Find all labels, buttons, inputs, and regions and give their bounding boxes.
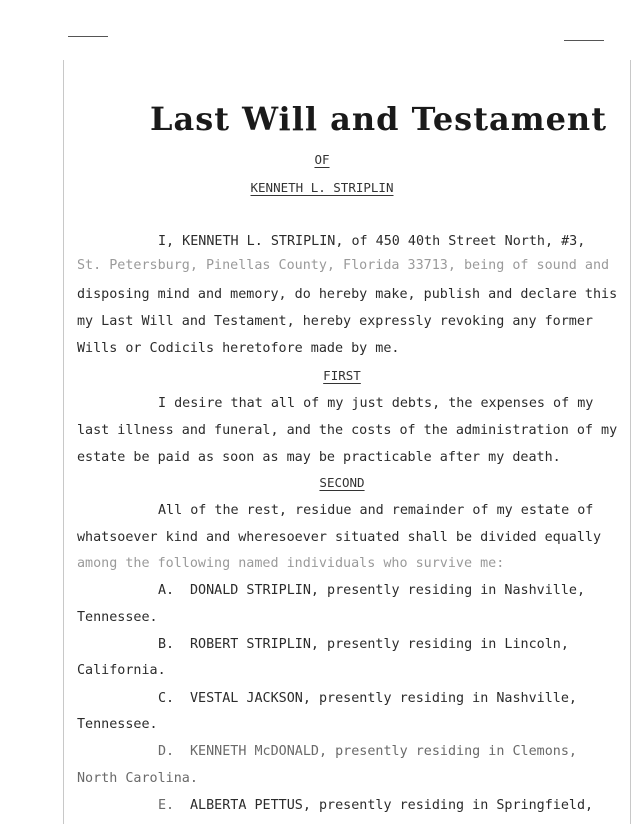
- of-label: OF: [314, 152, 330, 167]
- intro-line-2: St. Petersburg, Pinellas County, Florida 33713, being of sound and: [77, 258, 610, 273]
- testator-name: KENNETH L. STRIPLIN: [250, 180, 394, 195]
- top-left-rule: [68, 36, 108, 37]
- beneficiary-c-text: VESTAL JACKSON, presently residing in Nashville,: [190, 691, 577, 706]
- first-line-3: estate be paid as soon as may be practicable after my death.: [77, 450, 561, 465]
- beneficiary-a-cont: Tennessee.: [77, 610, 158, 625]
- right-margin-line: [630, 60, 631, 824]
- beneficiary-e-text: ALBERTA PETTUS, presently residing in Springfield,: [190, 798, 594, 813]
- second-line-1: All of the rest, residue and remainder of my estate of: [158, 503, 594, 518]
- beneficiary-c-cont: Tennessee.: [77, 717, 158, 732]
- second-line-2: whatsoever kind and wheresoever situated shall be divided equally: [77, 530, 602, 545]
- intro-line-1: I, KENNETH L. STRIPLIN, of 450 40th Street North, #3,: [158, 234, 586, 249]
- beneficiary-d-cont: North Carolina.: [77, 771, 198, 786]
- document-title: Last Will and Testament: [150, 100, 607, 138]
- beneficiary-a-text: DONALD STRIPLIN, presently residing in Nashville,: [190, 583, 586, 598]
- beneficiary-d-text: KENNETH McDONALD, presently residing in Clemons,: [190, 744, 577, 759]
- second-heading-line: [20, 475, 644, 490]
- first-line-2: last illness and funeral, and the costs of the administration of my: [77, 423, 618, 438]
- beneficiary-d-letter: D.: [158, 744, 175, 759]
- left-margin-line: [63, 60, 64, 824]
- top-right-rule: [564, 40, 604, 41]
- intro-line-5: Wills or Codicils heretofore made by me.: [77, 341, 400, 356]
- beneficiary-c-letter: C.: [158, 691, 175, 706]
- second-line-3: among the following named individuals who survive me:: [77, 556, 505, 571]
- first-line-1: I desire that all of my just debts, the expenses of my: [158, 396, 594, 411]
- second-heading: SECOND: [319, 475, 365, 490]
- first-heading: FIRST: [323, 368, 361, 383]
- beneficiary-b-text: ROBERT STRIPLIN, presently residing in Lincoln,: [190, 637, 569, 652]
- of-label-line: [0, 152, 644, 167]
- testator-name-line: [0, 180, 644, 195]
- intro-line-4: my Last Will and Testament, hereby expressly revoking any former: [77, 314, 593, 329]
- beneficiary-b-letter: B.: [158, 637, 175, 652]
- beneficiary-e-letter: E.: [158, 798, 175, 813]
- intro-line-3: disposing mind and memory, do hereby make, publish and declare this: [77, 287, 618, 302]
- beneficiary-a-letter: A.: [158, 583, 175, 598]
- first-heading-line: [20, 368, 644, 383]
- beneficiary-b-cont: California.: [77, 663, 166, 678]
